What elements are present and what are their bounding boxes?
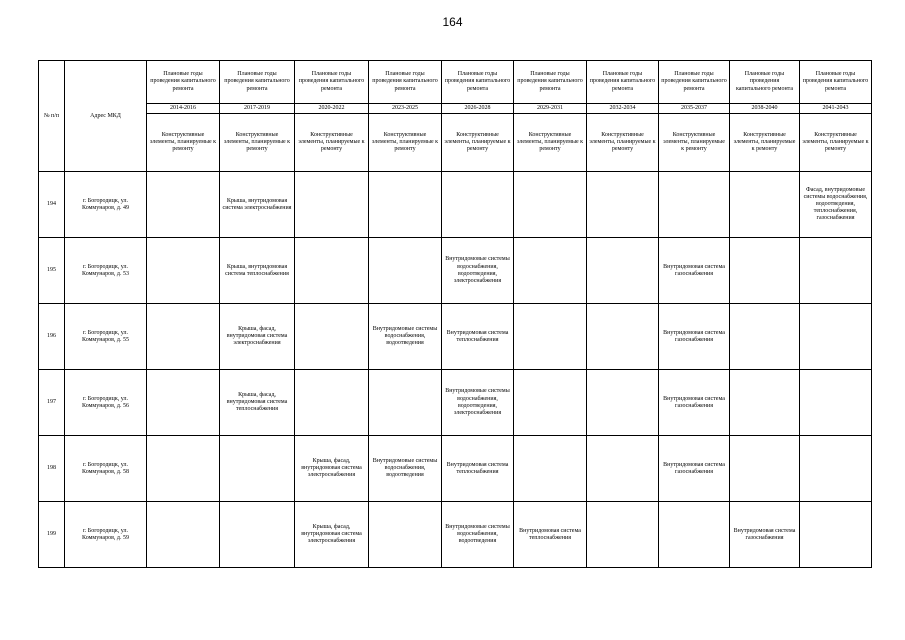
repair-elements-cell: Крыша, фасад, внутридомовая система электроснабжения <box>295 502 369 568</box>
period-label-header: Плановые годы проведения капитального ремонта <box>220 61 295 104</box>
repair-elements-cell <box>587 502 659 568</box>
address-cell: г. Богородицк, ул. Коммунаров, д. 58 <box>65 436 147 502</box>
address-cell: г. Богородицк, ул. Коммунаров, д. 56 <box>65 370 147 436</box>
repair-elements-cell <box>369 172 442 238</box>
repair-elements-cell: Внутридомовая система теплоснабжения <box>514 502 587 568</box>
repair-elements-cell: Фасад, внутридомовые системы водоснабжения, водоотведения, теплоснабжения, газоснабжения <box>800 172 872 238</box>
table-row <box>39 172 872 238</box>
elements-label-header: Конструктивные элементы, планируемые к ремонту <box>295 114 369 172</box>
elements-label-header: Конструктивные элементы, планируемые к ремонту <box>659 114 730 172</box>
table-body <box>39 172 872 568</box>
repair-elements-cell <box>147 370 220 436</box>
repair-elements-cell <box>220 436 295 502</box>
repair-elements-cell: Внутридомовая система газоснабжения <box>659 370 730 436</box>
repair-elements-cell <box>514 238 587 304</box>
period-years-header: 2035-2037 <box>659 104 730 114</box>
period-label-header: Плановые годы проведения капитального ремонта <box>295 61 369 104</box>
repair-elements-cell: Крыша, внутридомовая система теплоснабжения <box>220 238 295 304</box>
period-years-header: 2014-2016 <box>147 104 220 114</box>
period-years-header: 2023-2025 <box>369 104 442 114</box>
elements-label-header: Конструктивные элементы, планируемые к ремонту <box>442 114 514 172</box>
period-years-header: 2026-2028 <box>442 104 514 114</box>
repair-elements-cell: Внутридомовая система теплоснабжения <box>442 304 514 370</box>
repair-elements-cell: Внутридомовая система теплоснабжения <box>442 436 514 502</box>
repair-elements-cell <box>369 502 442 568</box>
repair-elements-cell <box>730 436 800 502</box>
page-number: 164 <box>442 15 463 29</box>
row-number-cell: 197 <box>39 370 65 436</box>
row-number-cell: 196 <box>39 304 65 370</box>
address-cell: г. Богородицк, ул. Коммунаров, д. 49 <box>65 172 147 238</box>
repair-elements-cell <box>147 238 220 304</box>
repair-elements-cell: Крыша, фасад, внутридомовая система электроснабжения <box>220 304 295 370</box>
elements-label-header: Конструктивные элементы, планируемые к ремонту <box>369 114 442 172</box>
period-label-header: Плановые годы проведения капитального ремонта <box>730 61 800 104</box>
period-label-header: Плановые годы проведения капитального ремонта <box>442 61 514 104</box>
elements-label-header: Конструктивные элементы, планируемые к ремонту <box>220 114 295 172</box>
repair-elements-cell <box>147 436 220 502</box>
repair-elements-cell <box>800 238 872 304</box>
repair-elements-cell <box>587 436 659 502</box>
repair-elements-cell <box>587 370 659 436</box>
repair-elements-cell <box>587 172 659 238</box>
repair-elements-cell: Внутридомовая система газоснабжения <box>659 436 730 502</box>
repair-elements-cell <box>659 502 730 568</box>
table-row <box>39 304 872 370</box>
period-label-header: Плановые годы проведения капитального ремонта <box>659 61 730 104</box>
repair-elements-cell <box>587 238 659 304</box>
period-label-header: Плановые годы проведения капитального ремонта <box>587 61 659 104</box>
repair-elements-cell <box>730 304 800 370</box>
repair-elements-cell <box>220 502 295 568</box>
repair-elements-cell <box>730 370 800 436</box>
table-row <box>39 238 872 304</box>
period-years-header: 2029-2031 <box>514 104 587 114</box>
repair-elements-cell <box>147 304 220 370</box>
capital-repair-table <box>38 60 872 568</box>
repair-elements-cell: Крыша, фасад, внутридомовая система электроснабжения <box>295 436 369 502</box>
repair-elements-cell: Внутридомовая система газоснабжения <box>730 502 800 568</box>
period-years-header: 2032-2034 <box>587 104 659 114</box>
repair-elements-cell <box>800 370 872 436</box>
repair-elements-cell <box>800 304 872 370</box>
elements-label-header: Конструктивные элементы, планируемые к ремонту <box>587 114 659 172</box>
repair-elements-cell: Внутридомовая система газоснабжения <box>659 238 730 304</box>
period-label-header: Плановые годы проведения капитального ремонта <box>369 61 442 104</box>
elements-label-header: Конструктивные элементы, планируемые к ремонту <box>800 114 872 172</box>
repair-elements-cell: Внутридомовая система газоснабжения <box>659 304 730 370</box>
table-header <box>39 61 872 172</box>
elements-label-header: Конструктивные элементы, планируемые к ремонту <box>514 114 587 172</box>
table-row <box>39 436 872 502</box>
period-years-header: 2020-2022 <box>295 104 369 114</box>
repair-elements-cell: Внутридомовые системы водоснабжения, водоотведения, электроснабжения <box>442 370 514 436</box>
repair-elements-cell: Крыша, внутридомовая система электроснабжения <box>220 172 295 238</box>
repair-elements-cell <box>514 436 587 502</box>
repair-elements-cell: Крыша, фасад, внутридомовая система теплоснабжения <box>220 370 295 436</box>
repair-elements-cell <box>587 304 659 370</box>
row-number-cell: 199 <box>39 502 65 568</box>
row-number-cell: 198 <box>39 436 65 502</box>
repair-elements-cell <box>730 172 800 238</box>
address-cell: г. Богородицк, ул. Коммунаров, д. 55 <box>65 304 147 370</box>
repair-elements-cell <box>800 436 872 502</box>
repair-elements-cell <box>295 304 369 370</box>
repair-elements-cell <box>514 304 587 370</box>
repair-elements-cell: Внутридомовые системы водоснабжения, водоотведения, электроснабжения <box>442 238 514 304</box>
repair-elements-cell <box>295 370 369 436</box>
period-years-header: 2017-2019 <box>220 104 295 114</box>
repair-elements-cell <box>295 238 369 304</box>
repair-elements-cell <box>514 370 587 436</box>
row-number-cell: 195 <box>39 238 65 304</box>
period-years-header: 2038-2040 <box>730 104 800 114</box>
repair-elements-cell <box>514 172 587 238</box>
repair-elements-cell <box>147 172 220 238</box>
address-cell: г. Богородицк, ул. Коммунаров, д. 53 <box>65 238 147 304</box>
period-label-header: Плановые годы проведения капитального ремонта <box>147 61 220 104</box>
period-years-header: 2041-2043 <box>800 104 872 114</box>
elements-label-header: Конструктивные элементы, планируемые к ремонту <box>730 114 800 172</box>
repair-elements-cell: Внутридомовые системы водоснабжения, водоотведения <box>442 502 514 568</box>
repair-elements-cell <box>659 172 730 238</box>
row-number-cell: 194 <box>39 172 65 238</box>
repair-elements-cell: Внутридомовые системы водоснабжения, водоотведения <box>369 436 442 502</box>
repair-elements-cell <box>369 370 442 436</box>
period-label-header: Плановые годы проведения капитального ремонта <box>514 61 587 104</box>
repair-elements-cell <box>730 238 800 304</box>
table-row <box>39 502 872 568</box>
repair-elements-cell <box>369 238 442 304</box>
address-cell: г. Богородицк, ул. Коммунаров, д. 59 <box>65 502 147 568</box>
repair-elements-cell <box>295 172 369 238</box>
num-column-header: № п/п <box>39 61 65 172</box>
table-row <box>39 370 872 436</box>
repair-elements-cell <box>442 172 514 238</box>
period-label-header: Плановые годы проведения капитального ремонта <box>800 61 872 104</box>
repair-elements-cell <box>147 502 220 568</box>
repair-elements-cell <box>800 502 872 568</box>
repair-elements-cell: Внутридомовые системы водоснабжения, водоотведения <box>369 304 442 370</box>
elements-label-header: Конструктивные элементы, планируемые к ремонту <box>147 114 220 172</box>
address-column-header: Адрес МКД <box>65 61 147 172</box>
